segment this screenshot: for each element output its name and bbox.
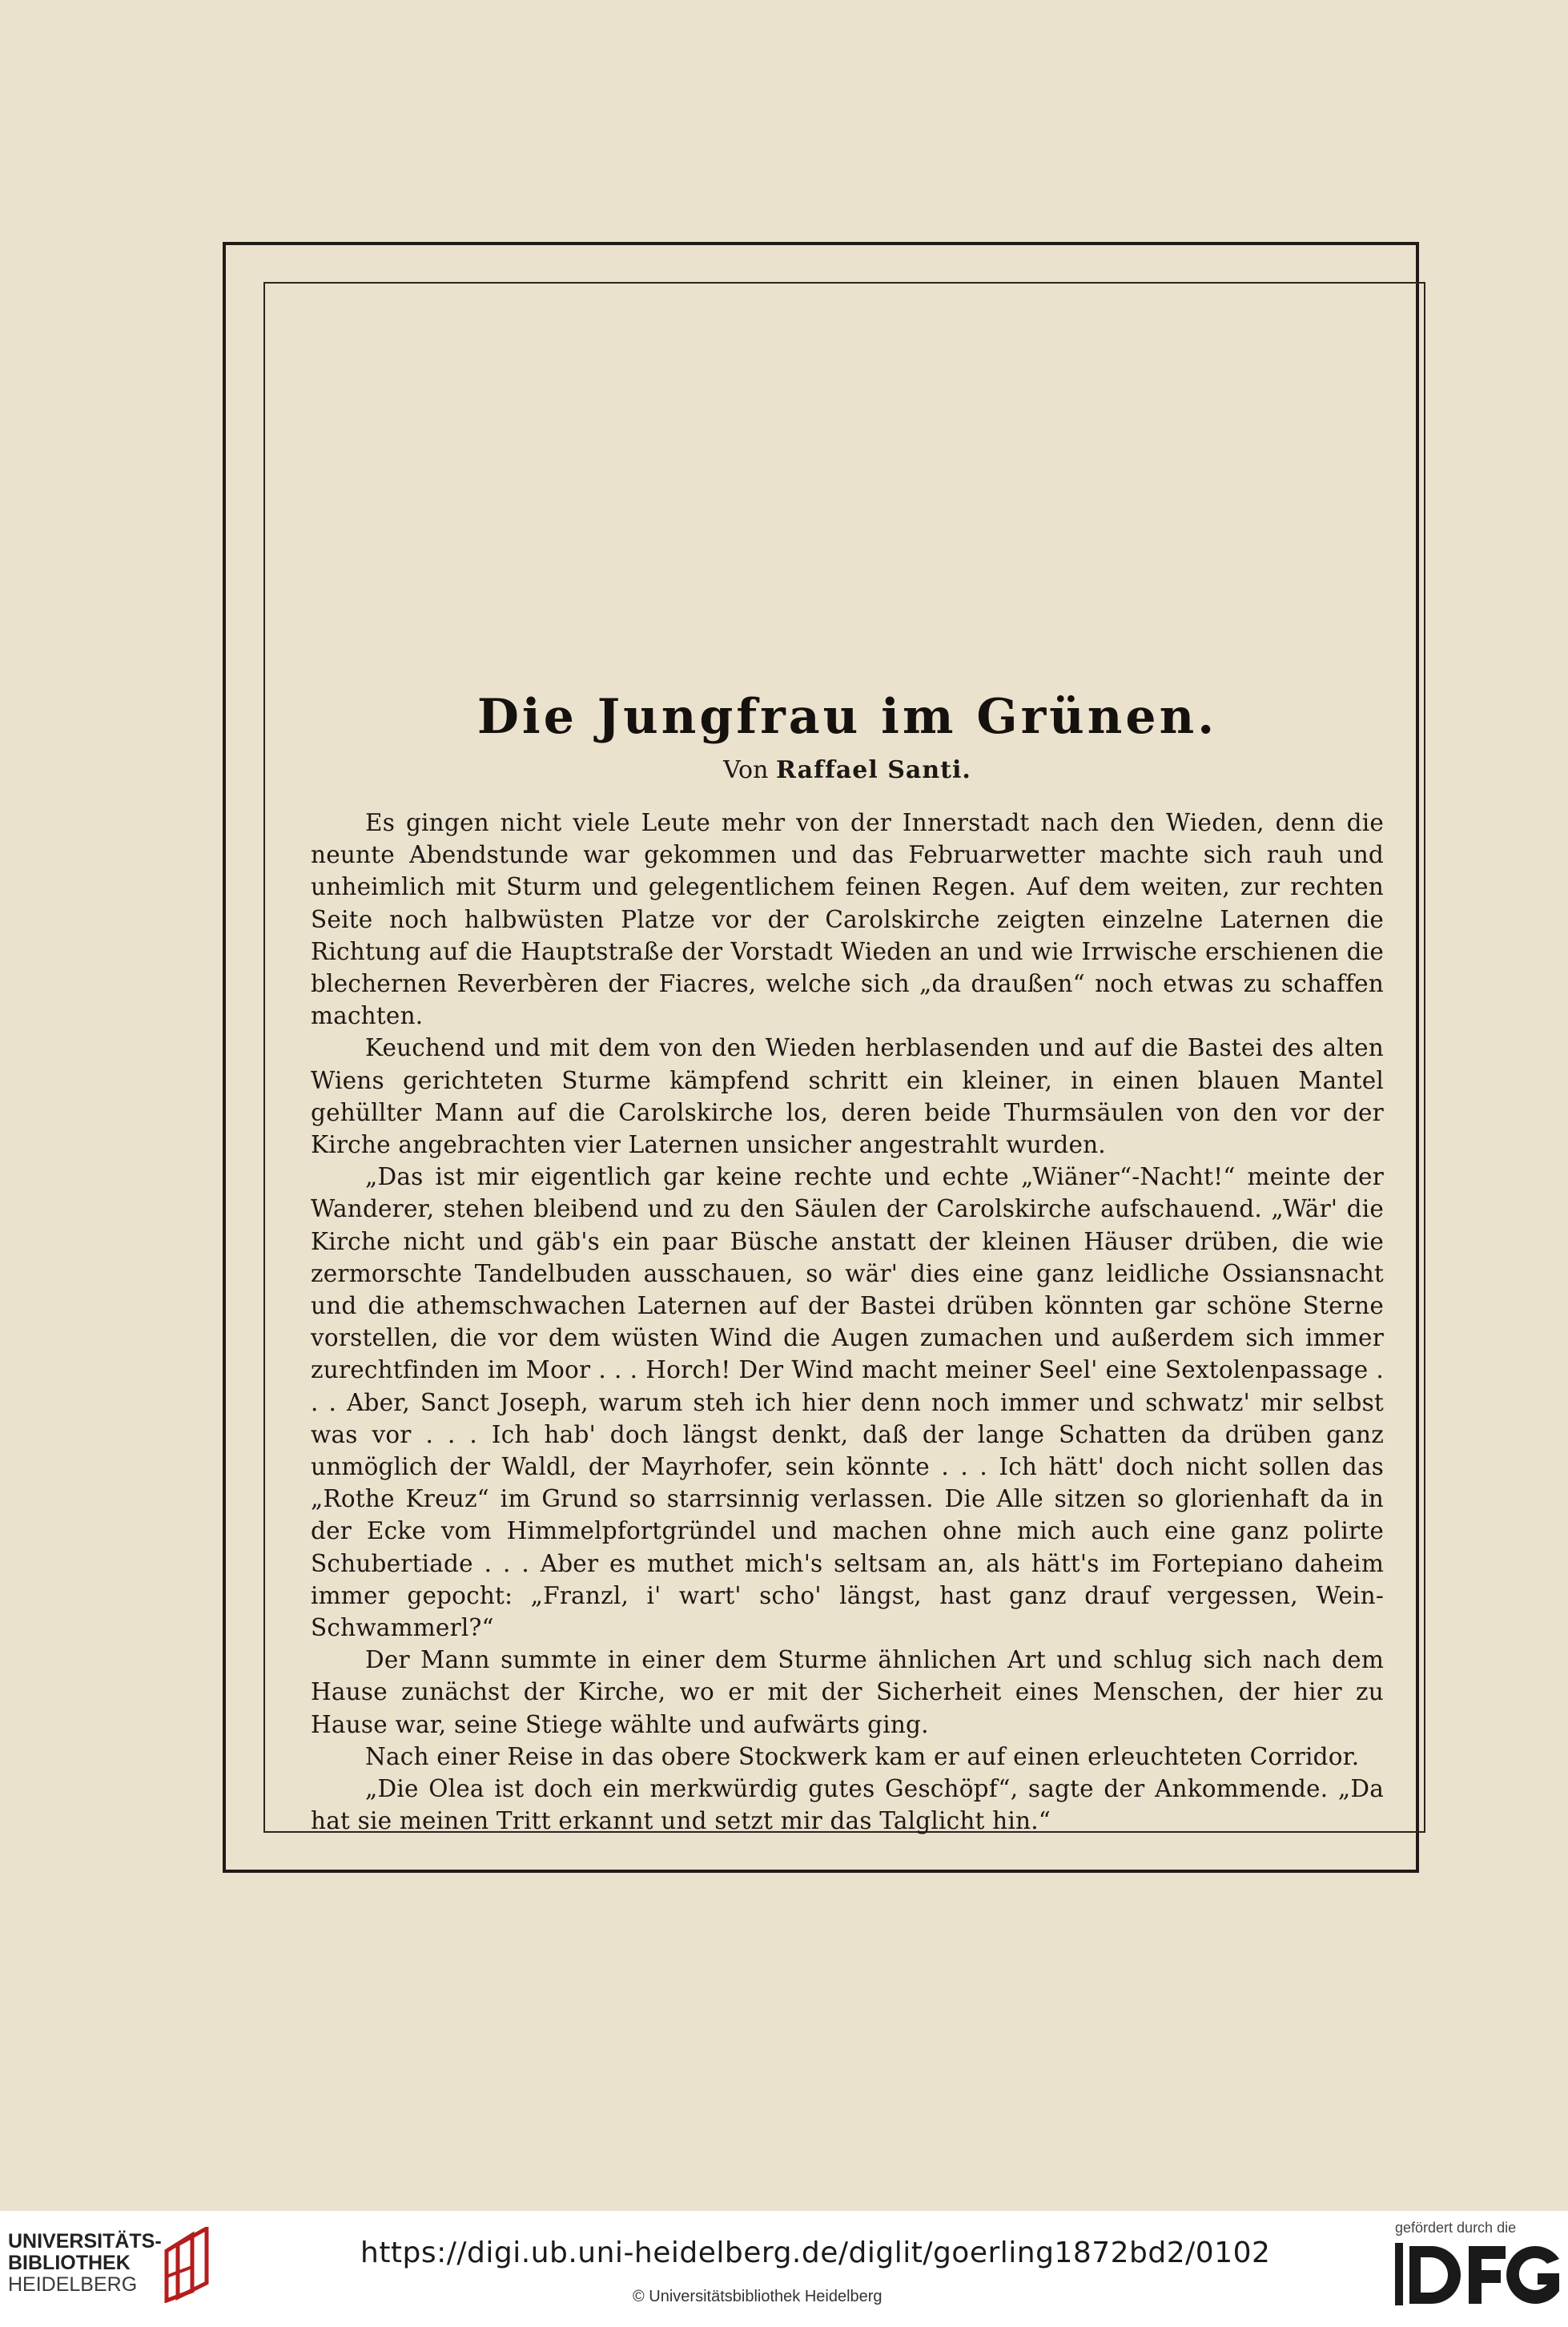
article-title: Die Jungfrau im Grünen.: [476, 689, 1218, 745]
library-line-3: HEIDELBERG: [8, 2273, 138, 2296]
paragraph: Der Mann summte in einer dem Sturme ähnlichen Art und schlug sich nach dem Hause zunächst der Kirche, wo er mit der Sicherheit eines Menschen, der hier zu Hause war, seine Stiege wählte und aufwärts ging.: [311, 1646, 1384, 1738]
byline-author: Raffael Santi.: [775, 756, 971, 784]
funding-note: gefördert durch die: [1395, 2220, 1517, 2236]
permalink-url[interactable]: https://digi.ub.uni-heidelberg.de/diglit/goerling1872bd2/0102: [360, 2236, 1271, 2269]
article-byline: [311, 756, 1384, 784]
paragraph: Es gingen nicht viele Leute mehr von der Innerstadt nach den Wieden, denn die neunte Abendstunde war gekommen und das Februarwetter machte sich rauh und unheimlich mit Sturm und gelegentlichem feinen Regen. Auf dem weiten, zur rechten Seite noch halbwüsten Platze vor der Carolskirche zeigten einzelne Laternen die Richtung auf die Hauptstraße der Vorstadt Wieden an und wie Irrwische erschienen die blechernen Reverbèren der Fiacres, welche sich „da draußen“ noch etwas zu schaffen machten.: [311, 809, 1384, 1030]
paragraph: „Die Olea ist doch ein merkwürdig gutes Geschöpf“, sagte der Ankommende. „Da hat sie meinen Tritt erkannt und setzt mir das Talglicht hin.“: [311, 1775, 1384, 1835]
paragraph: Nach einer Reise in das obere Stockwerk kam er auf einen erleuchteten Corridor.: [365, 1742, 1360, 1770]
byline-prefix: Von: [723, 756, 769, 784]
library-logo-icon: [160, 2227, 216, 2306]
library-line-1: UNIVERSITÄTS-: [8, 2230, 162, 2253]
dfg-logo: [1395, 2235, 1563, 2318]
paragraph: „Das ist mir eigentlich gar keine rechte und echte „Wiäner“-Nacht!“ meinte der Wanderer, stehen bleibend und zu den Säulen der Carolskirche aufschauend. „Wär' die Kirche nicht und gäb's ein paar Büsche anstatt der kleinen Häuser drüben, die wie zermorschte Tandelbuden ausschauen, so wär' dies eine ganz leidliche Ossiansnacht und die athemschwachen Laternen auf der Bastei drüben könnten gar schöne Sterne vorstellen, die vor dem wüsten Wind die Augen zumachen und außerdem sich immer zurechtfinden im Moor . . . Horch! Der Wind macht meiner Seel' eine Sextolenpassage . . . Aber, Sanct Joseph, warum steh ich hier denn noch immer und schwatz' mir selbst was vor . . . Ich hab' doch längst denkt, daß der lange Schatten da drüben ganz unmöglich der Waldl, der Mayrhofer, sein könnte . . . Ich hätt' doch nicht sollen das „Rothe Kreuz“ im Grund so starrsinnig verlassen. Die Alle sitzen so glorienhaft da in der Ecke vom Himmelpfortgründel und machen ohne mich auch eine ganz polirte Schubertiade . . . Aber es muthet mich's seltsam an, als hätt's im Fortepiano daheim immer gepocht: „Franzl, i' wart' scho' längst, hast ganz drauf vergessen, Wein-Schwammerl?“: [311, 1163, 1384, 1642]
library-name: [8, 2231, 162, 2296]
article: [311, 689, 1384, 1838]
library-line-2: BIBLIOTHEK: [8, 2252, 131, 2274]
copyright-notice: © Universitätsbibliothek Heidelberg: [633, 2288, 883, 2305]
paragraph: Keuchend und mit dem von den Wieden herblasenden und auf die Bastei des alten Wiens gerichteten Sturme kämpfend schritt ein kleiner, in einen blauen Mantel gehüllter Mann auf die Carolskirche los, deren beide Thurmsäulen von den vor der Kirche angebrachten vier Laternen unsicher angestrahlt wurden.: [311, 1034, 1384, 1159]
